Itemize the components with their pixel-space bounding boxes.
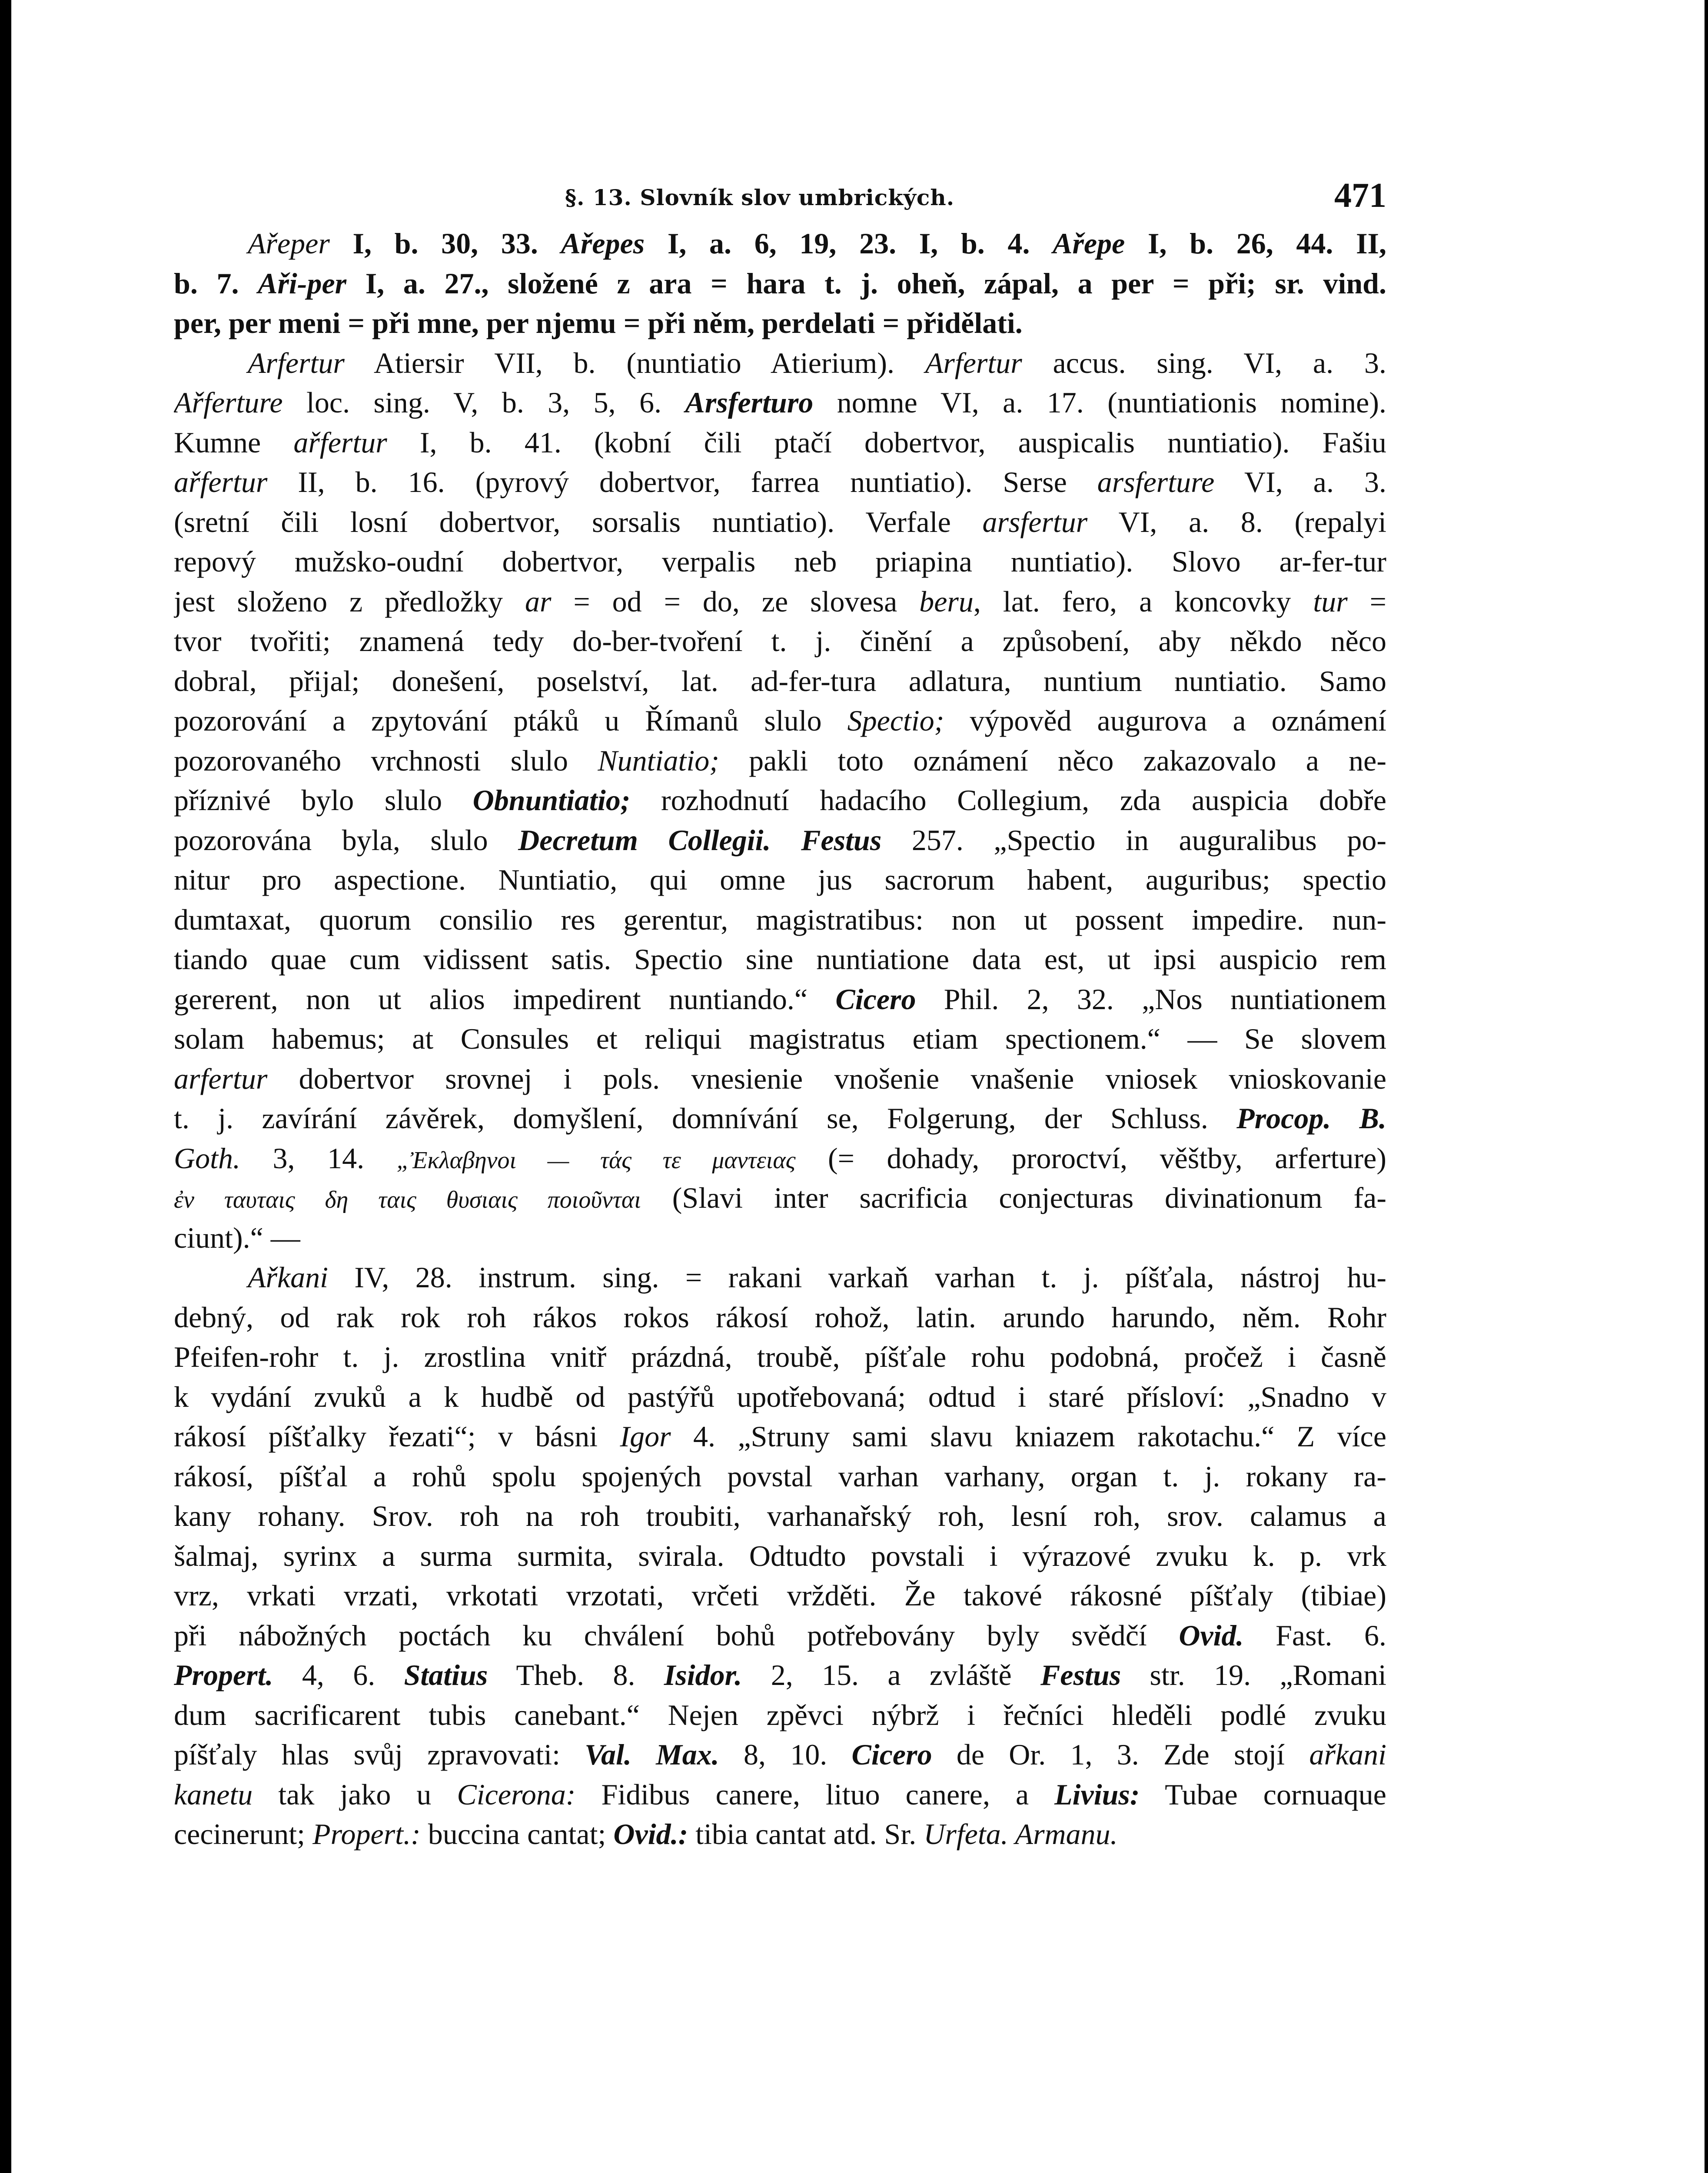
text-run: ἐν ταυταις δη ταις θυσιαις ποιοῦνται xyxy=(174,1186,641,1213)
text-run: rákosí píšťalky řezati“; v básni xyxy=(174,1420,620,1453)
text-run: tur xyxy=(1313,585,1348,618)
text-run: Arsferturo xyxy=(685,386,814,419)
text-line xyxy=(174,980,1386,1020)
text-line xyxy=(174,661,1386,701)
text-run: IV, 28. instrum. sing. = rakani varkaň varhan t. j. píšťala, nástroj hu- xyxy=(328,1261,1386,1294)
text-run: I, a. 27., složené z ara = hara t. j. oheň, zápal, a per = při; sr. vind. xyxy=(346,266,1386,300)
text-run: Val. Max. xyxy=(585,1738,719,1771)
text-line xyxy=(174,1178,1386,1218)
text-run: ařfertur xyxy=(174,465,268,498)
text-run: repový mužsko-oudní dobertvor, verpalis neb priapina nuntiatio). Slovo ar-fer-tur xyxy=(174,545,1386,578)
entry-arfertur xyxy=(174,343,1386,1258)
text-run: Nuntiatio; xyxy=(598,744,719,777)
text-line xyxy=(174,502,1386,542)
text-run: pozorovaného vrchnosti slulo xyxy=(174,744,598,777)
text-line xyxy=(174,1735,1386,1775)
text-run: tak jako u xyxy=(253,1778,457,1811)
text-line xyxy=(174,1258,1386,1298)
text-run: příznivé bylo slulo xyxy=(174,784,473,817)
text-run: ařfertur xyxy=(293,425,387,459)
text-run: Obnuntiatio; xyxy=(472,784,631,817)
text-run: = od = do, ze slovesa xyxy=(551,585,920,618)
text-run: tiando quae cum vidissent satis. Spectio sine nuntiatione data est, ut ipsi auspicio rem xyxy=(174,943,1386,976)
text-line xyxy=(174,1337,1386,1377)
text-line xyxy=(174,1099,1386,1139)
text-line xyxy=(174,1139,1386,1179)
text-run: (Slavi inter sacrificia conjecturas divinationum fa- xyxy=(641,1181,1386,1214)
text-run: II, b. 16. (pyrový dobertvor, farrea nuntiatio). Serse xyxy=(267,465,1097,498)
text-line xyxy=(174,542,1386,582)
text-run: Ařepe xyxy=(1053,227,1125,260)
text-line xyxy=(174,303,1386,343)
text-run: píšťaly hlas svůj zpravovati: xyxy=(174,1738,585,1771)
text-run: per, per meni = při mne, per njemu = při něm, perdelati = přidělati. xyxy=(174,306,1023,339)
text-run: rákosí, píšťal a rohů spolu spojených povstal varhan varhany, organ t. j. rokany ra- xyxy=(174,1459,1386,1493)
text-run: Fast. 6. xyxy=(1243,1618,1386,1652)
text-run: Phil. 2, 32. „Nos nuntiationem xyxy=(916,982,1386,1016)
text-run: dumtaxat, quorum consilio res gerentur, magistratibus: non ut possent impedire. nun- xyxy=(174,903,1386,936)
text-run: arsfertur xyxy=(982,505,1088,538)
text-run: při nábožných poctách ku chválení bohů potřebovány byly svědčí xyxy=(174,1618,1179,1652)
text-line xyxy=(174,1695,1386,1735)
text-run: cecinerunt; xyxy=(174,1817,313,1851)
text-run: šalmaj, syrinx a surma surmita, svirala. Odtudto povstali i výrazové zvuku k. p. vrk xyxy=(174,1539,1386,1572)
text-run: Atiersir VII, b. (nuntiatio Atierium). xyxy=(344,346,925,379)
text-run: pozorována byla, slulo xyxy=(174,823,518,857)
text-line xyxy=(174,1616,1386,1656)
text-line xyxy=(174,621,1386,661)
text-run: Fidibus canere, lituo canere, a xyxy=(575,1778,1055,1811)
text-run: de Or. 1, 3. Zde stojí xyxy=(932,1738,1309,1771)
text-run: b. 7. xyxy=(174,266,258,300)
text-run: 257. „Spectio in auguralibus po- xyxy=(881,823,1386,857)
text-run: nomne VI, a. 17. (nuntiationis nomine). xyxy=(813,386,1386,419)
text-run: , lat. fero, a koncovky xyxy=(973,585,1313,618)
text-run: Procop. B. xyxy=(1236,1102,1386,1135)
entry-areper xyxy=(174,224,1386,343)
text-line xyxy=(174,1655,1386,1695)
page-header xyxy=(174,176,1386,215)
text-line xyxy=(174,1059,1386,1099)
text-run: Arfertur xyxy=(925,346,1022,379)
text-run: t. j. zavírání závěrek, domyšlení, domnívání se, Folgerung, der Schluss. xyxy=(174,1102,1237,1135)
text-run: Isidor. xyxy=(664,1658,742,1691)
text-run: jest složeno z předložky xyxy=(174,585,525,618)
text-line xyxy=(174,1576,1386,1616)
text-line xyxy=(174,1814,1386,1854)
text-line xyxy=(174,582,1386,622)
text-line xyxy=(174,462,1386,502)
text-run: Ařferture xyxy=(174,386,283,419)
text-run: pakli toto oznámení něco zakazovalo a ne- xyxy=(719,744,1386,777)
text-line xyxy=(174,1536,1386,1576)
text-run: Pfeifen-rohr t. j. zrostlina vnitř prázdná, troubě, píšťale rohu podobná, pročež i časně xyxy=(174,1340,1386,1373)
text-run: Cicero xyxy=(835,982,916,1016)
scan-edge-right xyxy=(1705,0,1708,2173)
text-run: rozhodnutí hadacího Collegium, zda auspicia dobře xyxy=(630,784,1386,817)
text-run: arsferture xyxy=(1097,465,1215,498)
text-run: Spectio; xyxy=(847,704,944,737)
text-run: „Ἐκλαβηνοι — τάς τε μαντειας xyxy=(396,1146,796,1174)
text-line xyxy=(174,1377,1386,1417)
text-run: = xyxy=(1347,585,1386,618)
text-line xyxy=(174,1019,1386,1059)
text-run: Cicero xyxy=(851,1738,932,1771)
text-run: Cicerona: xyxy=(457,1778,576,1811)
text-line xyxy=(174,1218,1386,1258)
text-line xyxy=(174,781,1386,821)
text-run: Arfertur xyxy=(248,346,345,379)
text-run: buccina cantat; xyxy=(420,1817,614,1851)
text-run: kanetu xyxy=(174,1778,253,1811)
text-run: accus. sing. VI, a. 3. xyxy=(1022,346,1386,379)
text-line xyxy=(174,343,1386,383)
text-run: Livius: xyxy=(1054,1778,1140,1811)
text-run: gererent, non ut alios impedirent nuntiando.“ xyxy=(174,982,836,1016)
text-run: beru xyxy=(919,585,974,618)
running-head: §. 13. Slovník slov umbrických. xyxy=(565,185,955,210)
text-run: výpověd augurova a oznámení xyxy=(944,704,1386,737)
text-run: dobertvor srovnej i pols. vnesienie vnošenie vnašenie vniosek vnioskovanie xyxy=(267,1062,1386,1095)
text-line xyxy=(174,701,1386,741)
text-run: Decretum Collegii. Festus xyxy=(518,823,882,857)
text-run: ar xyxy=(525,585,552,618)
text-run: Ařkani xyxy=(248,1261,329,1294)
text-line xyxy=(174,1457,1386,1497)
text-run: 2, 15. a zvláště xyxy=(742,1658,1041,1691)
text-run: I, a. 6, 19, 23. I, b. 4. xyxy=(645,227,1053,260)
text-line xyxy=(174,383,1386,423)
text-run: Ařeper xyxy=(248,227,330,260)
text-line xyxy=(174,264,1386,304)
text-run: Tubae cornuaque xyxy=(1140,1778,1386,1811)
body-text xyxy=(174,224,1386,1854)
text-run: (= dohady, proroctví, věštby, arferture) xyxy=(795,1141,1386,1175)
text-run: Ovid. xyxy=(1179,1618,1244,1652)
text-run: Propert. xyxy=(174,1658,273,1691)
text-run: Ovid.: xyxy=(613,1817,688,1851)
text-run: 3, 14. xyxy=(240,1141,397,1175)
text-line xyxy=(174,224,1386,264)
text-run: Urfeta. Armanu. xyxy=(924,1817,1118,1851)
text-run: debný, od rak rok roh rákos rokos rákosí rohož, latin. arundo harundo, něm. Rohr xyxy=(174,1300,1386,1334)
text-run: nitur pro aspectione. Nuntiatio, qui omne jus sacrorum habent, auguribus; spectio xyxy=(174,863,1386,896)
text-run: tvor tvořiti; znamená tedy do-ber-tvoření t. j. činění a způsobení, aby někdo něco xyxy=(174,625,1386,658)
text-line xyxy=(174,860,1386,900)
text-run: VI, a. 8. (repalyi xyxy=(1087,505,1386,538)
text-line xyxy=(174,741,1386,781)
text-line xyxy=(174,1775,1386,1815)
text-run: ciunt).“ — xyxy=(174,1221,300,1254)
page-number: 471 xyxy=(1334,176,1386,215)
text-run: Propert.: xyxy=(312,1817,421,1851)
text-run: 8, 10. xyxy=(719,1738,852,1771)
text-run: Aři-per xyxy=(258,266,347,300)
text-run: str. 19. „Romani xyxy=(1121,1658,1386,1691)
text-line xyxy=(174,423,1386,463)
text-run: Ařepes xyxy=(561,227,645,260)
text-run: kany rohany. Srov. roh na roh troubiti, varhanařský roh, lesní roh, srov. calamus a xyxy=(174,1499,1386,1532)
text-run: 4, 6. xyxy=(273,1658,404,1691)
text-run: Theb. 8. xyxy=(488,1658,664,1691)
text-line xyxy=(174,1496,1386,1536)
text-run: Statius xyxy=(404,1658,488,1691)
text-run: ařkani xyxy=(1309,1738,1386,1771)
entry-arkani xyxy=(174,1258,1386,1854)
text-run: I, b. 41. (kobní čili ptačí dobertvor, auspicalis nuntiatio). Fašiu xyxy=(387,425,1386,459)
text-run: Kumne xyxy=(174,425,294,459)
text-run: k vydání zvuků a k hudbě od pastýřů upotřebovaná; odtud i staré přísloví: „Snadno v xyxy=(174,1380,1386,1413)
text-line xyxy=(174,821,1386,861)
scan-edge-left xyxy=(0,0,11,2173)
text-run: Igor xyxy=(620,1420,671,1453)
text-run: loc. sing. V, b. 3, 5, 6. xyxy=(282,386,685,419)
text-run: solam habemus; at Consules et reliqui magistratus etiam spectionem.“ — Se slovem xyxy=(174,1022,1386,1055)
text-run: tibia cantat atd. Sr. xyxy=(688,1817,924,1851)
text-run: VI, a. 3. xyxy=(1214,465,1386,498)
text-run: dum sacrificarent tubis canebant.“ Nejen zpěvci nýbrž i řečníci hleděli podlé zvuku xyxy=(174,1698,1386,1731)
text-line xyxy=(174,1417,1386,1457)
text-run: I, b. 30, 33. xyxy=(329,227,561,260)
text-line xyxy=(174,1298,1386,1338)
text-run: I, b. 26, 44. II, xyxy=(1125,227,1386,260)
text-run: dobral, přijal; donešení, poselství, lat. ad-fer-tura adlatura, nuntium nuntiatio. Samo xyxy=(174,664,1386,698)
text-run: Goth. xyxy=(174,1141,240,1175)
text-run: (sretní čili losní dobertvor, sorsalis nuntiatio). Verfale xyxy=(174,505,983,538)
text-run: Festus xyxy=(1040,1658,1121,1691)
text-run: vrz, vrkati vrzati, vrkotati vrzotati, vrčeti vržděti. Že takové rákosné píšťaly (tibiae) xyxy=(174,1579,1386,1612)
text-run: arfertur xyxy=(174,1062,268,1095)
text-run: pozorování a zpytování ptáků u Římanů slulo xyxy=(174,704,847,737)
text-line xyxy=(174,940,1386,980)
text-run: 4. „Struny sami slavu kniazem rakotachu.“ Z více xyxy=(671,1420,1386,1453)
text-line xyxy=(174,900,1386,940)
